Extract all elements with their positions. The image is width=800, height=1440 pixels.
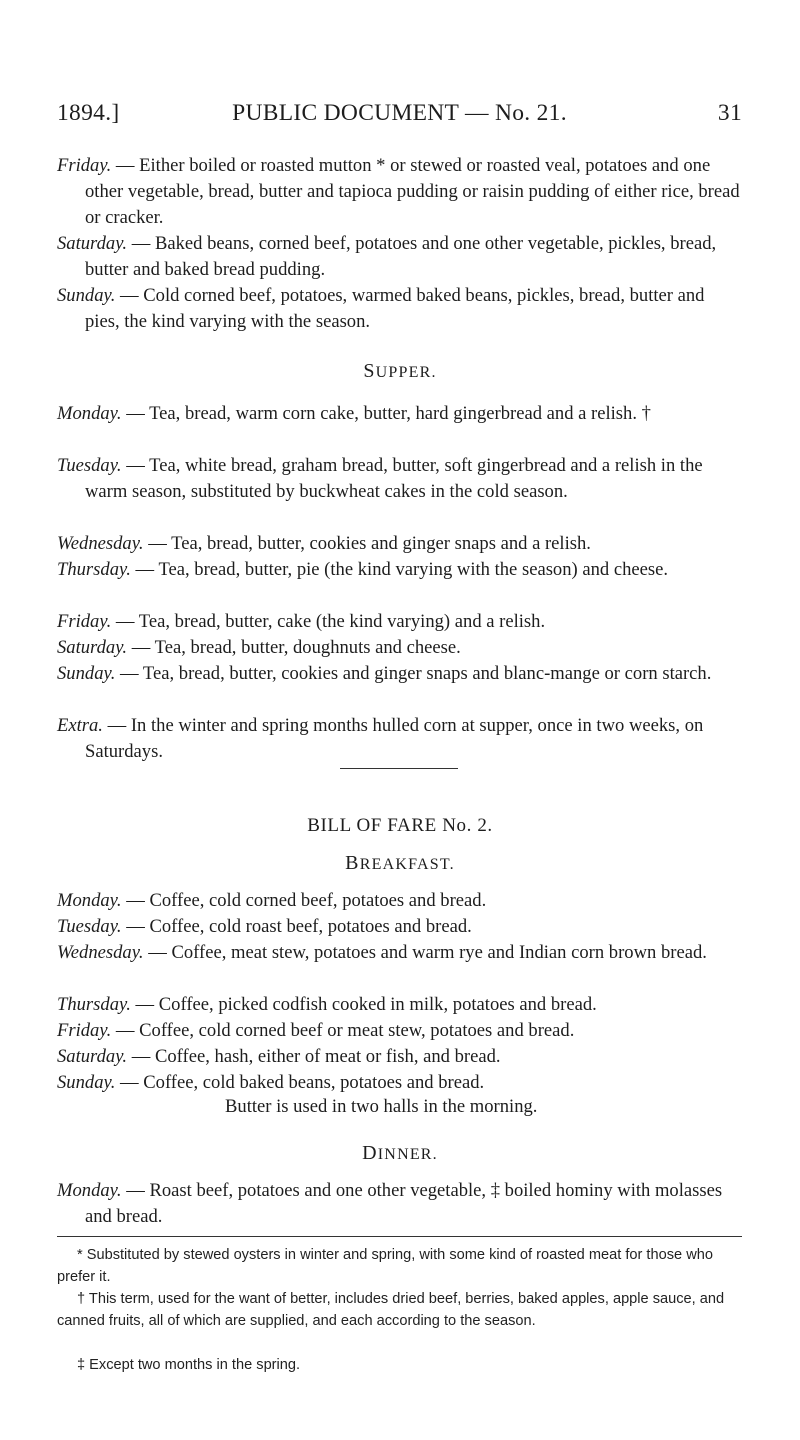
section-divider bbox=[340, 768, 458, 769]
supper-entry-thursday: Thursday. — Tea, bread, butter, pie (the kind varying with the season) and cheese. bbox=[57, 559, 669, 580]
supper-entry-wednesday: Wednesday. — Tea, bread, butter, cookies and ginger snaps and a relish. bbox=[57, 533, 591, 554]
breakfast-entry-saturday: Saturday. — Coffee, hash, either of meat or fish, and bread. bbox=[57, 1046, 501, 1067]
menu-text: — Baked beans, corned beef, potatoes and one other vegetable, pickles, bread, butter and baked bread pudding. bbox=[85, 233, 717, 280]
supper-entry-monday: Monday. — Tea, bread, warm corn cake, butter, hard gingerbread and a relish. † bbox=[57, 403, 651, 424]
footnote-asterisk: * Substituted by stewed oysters in winter and spring, with some kind of roasted meat for those who prefer it. bbox=[57, 1247, 713, 1285]
footnote-rule bbox=[57, 1236, 742, 1237]
day-label: Sunday. bbox=[57, 285, 116, 306]
day-label: Saturday. bbox=[57, 233, 128, 254]
section-heading-dinner: DINNER. bbox=[362, 1142, 438, 1164]
page-number: 31 bbox=[717, 100, 742, 126]
running-header bbox=[57, 100, 742, 140]
menu-entry-saturday bbox=[57, 231, 742, 283]
menu-text: — Cold corned beef, potatoes, warmed baked beans, pickles, bread, butter and pies, the kind varying with the season. bbox=[85, 285, 705, 332]
breakfast-entry-wednesday: Wednesday. — Coffee, meat stew, potatoes and warm rye and Indian corn brown bread. bbox=[57, 942, 707, 963]
breakfast-entry-tuesday: Tuesday. — Coffee, cold roast beef, potatoes and bread. bbox=[57, 916, 472, 937]
bill-title: BILL OF FARE No. 2. bbox=[307, 815, 493, 836]
footnote-dagger: † This term, used for the want of better, includes dried beef, berries, baked apples, apple sauce, and canned fruits, all of which are supplied, and each according to the season. bbox=[57, 1291, 725, 1329]
supper-entry-sunday: Sunday. — Tea, bread, butter, cookies and ginger snaps and blanc-mange or corn starch. bbox=[57, 663, 712, 684]
breakfast-entry-friday: Friday. — Coffee, cold corned beef or meat stew, potatoes and bread. bbox=[57, 1020, 575, 1041]
breakfast-entry-sunday: Sunday. — Coffee, cold baked beans, potatoes and bread. bbox=[57, 1072, 485, 1093]
header-year: 1894.] bbox=[57, 100, 120, 126]
dinner-entry-monday: Monday. — Roast beef, potatoes and one other vegetable, ‡ boiled hominy with molasses and bread. bbox=[57, 1180, 723, 1227]
breakfast-entry-thursday: Thursday. — Coffee, picked codfish cooked in milk, potatoes and bread. bbox=[57, 994, 597, 1015]
footnote-double-dagger: ‡ Except two months in the spring. bbox=[77, 1357, 301, 1373]
supper-entry-saturday: Saturday. — Tea, bread, butter, doughnuts and cheese. bbox=[57, 637, 461, 658]
breakfast-entry-monday: Monday. — Coffee, cold corned beef, potatoes and bread. bbox=[57, 890, 487, 911]
menu-entry-sunday bbox=[57, 283, 742, 335]
supper-entry-friday: Friday. — Tea, bread, butter, cake (the kind varying) and a relish. bbox=[57, 611, 546, 632]
day-label: Friday. bbox=[57, 155, 112, 176]
menu-entry-friday bbox=[57, 153, 742, 231]
breakfast-note: Butter is used in two halls in the morning. bbox=[225, 1096, 538, 1117]
section-heading-supper: SUPPER. bbox=[363, 360, 437, 382]
supper-entry-extra: Extra. — In the winter and spring months hulled corn at supper, once in two weeks, on Saturdays. bbox=[57, 715, 704, 762]
section-heading-breakfast: BREAKFAST. bbox=[345, 852, 455, 874]
supper-entry-tuesday: Tuesday. — Tea, white bread, graham bread, butter, soft gingerbread and a relish in the warm season, substituted by buckwheat cakes in the cold season. bbox=[57, 455, 703, 502]
menu-text: — Either boiled or roasted mutton * or stewed or roasted veal, potatoes and one other vegetable, bread, butter and tapioca pudding or raisin pudding of either rice, bread or cracker. bbox=[85, 155, 740, 228]
header-title: PUBLIC DOCUMENT — No. 21. bbox=[232, 100, 567, 126]
